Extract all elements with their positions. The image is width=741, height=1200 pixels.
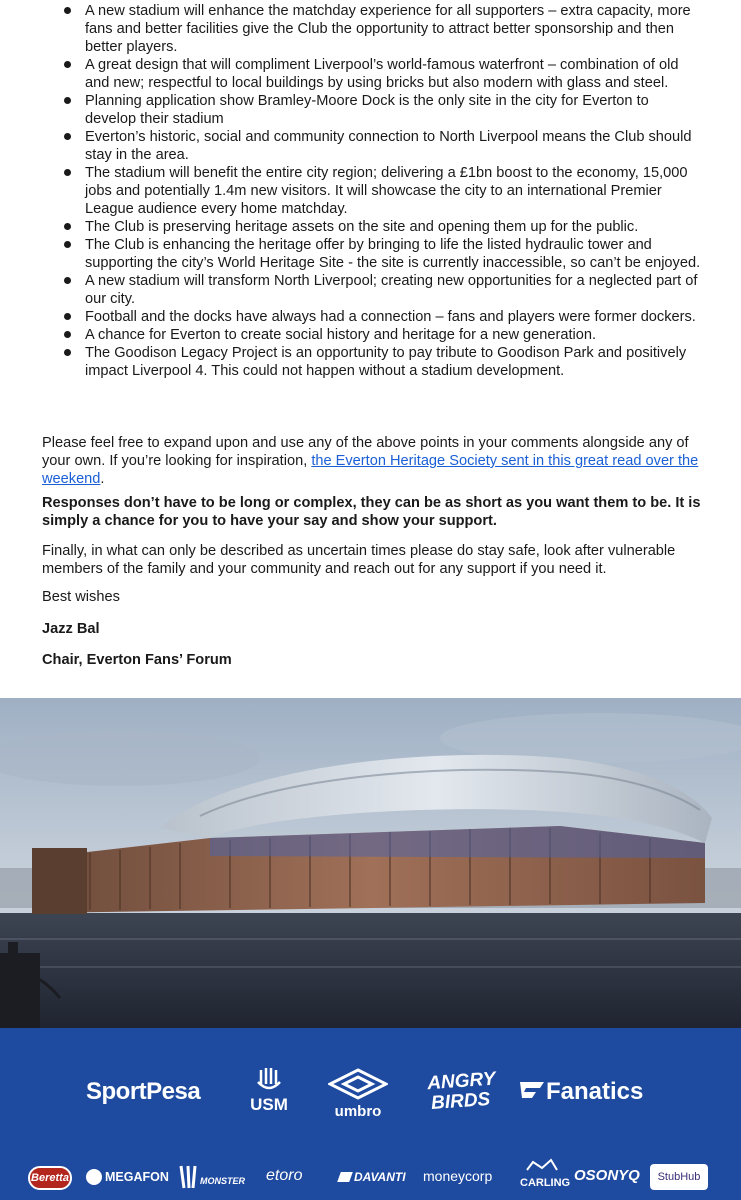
davanti-icon — [337, 1172, 353, 1182]
stubhub-logo: StubHub — [650, 1164, 708, 1190]
signer-name: Jazz Bal — [42, 621, 100, 637]
fanatics-text: Fanatics — [546, 1078, 644, 1105]
list-item: Everton’s historic, social and community connection to North Liverpool means the Club should stay in the area. — [62, 128, 702, 164]
sponsor-bar — [0, 1028, 741, 1200]
list-item: The stadium will benefit the entire city region; delivering a £1bn boost to the economy, 15,000 jobs and potentially 1.4m new visitors. It will showcase the city to an international Premier League audience every home matchday. — [62, 164, 702, 218]
usm-text: USM — [250, 1095, 288, 1114]
angry-birds-logo — [426, 1068, 497, 1115]
list-item: The Goodison Legacy Project is an opportunity to pay tribute to Goodison Park and positively impact Liverpool 4. This could not happen without a stadium development. — [62, 344, 702, 380]
etoro-logo: etoro — [266, 1167, 303, 1184]
responses-note: Responses don’t have to be long or complex, they can be as short as you want them to be. It is simply a chance for you to have your say and show your support. — [42, 495, 701, 529]
signer-title: Chair, Everton Fans’ Forum — [42, 652, 232, 668]
angry-birds-text-1: ANGRY — [426, 1068, 497, 1095]
list-item: A chance for Everton to create social history and heritage for a new generation. — [62, 326, 702, 344]
fanatics-flag-icon — [518, 1078, 546, 1102]
monster-text: MONSTER — [200, 1176, 245, 1186]
beretta-logo: Beretta — [28, 1166, 72, 1190]
list-item: A new stadium will transform North Liverpool; creating new opportunities for a neglected part of our city. — [62, 272, 702, 308]
davanti-text: DAVANTI — [354, 1170, 406, 1184]
support-points-list — [62, 0, 702, 380]
feel-free-text: Please feel free to expand upon and use any of the above points in your comments alongside any of your own. If you’re looking for inspiration, — [42, 435, 689, 469]
list-item: The Club is enhancing the heritage offer by bringing to life the listed hydraulic tower and supporting the city’s World Heritage Site - the site is currently inaccessible, so can’t be enjoyed. — [62, 236, 702, 272]
signoff: Best wishes — [42, 589, 120, 605]
list-item: A great design that will compliment Liverpool’s world-famous waterfront – combination of old and new; respectful to local buildings by using bricks but also modern with glass and steel. — [62, 56, 702, 92]
carling-crown-icon — [525, 1158, 559, 1172]
megafon-text: MEGAFON — [105, 1170, 169, 1184]
list-item: A new stadium will enhance the matchday experience for all supporters – extra capacity, more fans and better facilities give the Club the opportunity to attract better sponsorship and then better players. — [62, 2, 702, 56]
stadium-render-image — [0, 698, 741, 1028]
list-item: Football and the docks have always had a connection – fans and players were former dockers. — [62, 308, 702, 326]
usm-emblem-icon — [254, 1066, 284, 1092]
megafon-logo — [86, 1169, 169, 1185]
carling-logo — [520, 1158, 571, 1189]
usm-logo — [246, 1066, 292, 1113]
moneycorp-logo: moneycorp — [423, 1168, 493, 1184]
umbro-diamond-icon — [328, 1068, 388, 1100]
davanti-logo — [339, 1170, 406, 1184]
finally-paragraph: Finally, in what can only be described as uncertain times please do stay safe, look after vulnerable members of the family and your community and reach out for any support if you need it. — [42, 543, 676, 577]
umbro-logo — [325, 1068, 391, 1119]
feel-free-end: . — [100, 471, 105, 487]
list-item: Planning application show Bramley-Moore Dock is the only site in the city for Everton to develop their stadium — [62, 92, 702, 128]
angry-birds-text-2: BIRDS — [430, 1088, 491, 1115]
monster-claw-icon — [178, 1164, 200, 1190]
megafon-icon — [86, 1169, 102, 1185]
list-item: The Club is preserving heritage assets on the site and opening them up for the public. — [62, 218, 702, 236]
osonyq-logo: OSONYQ — [574, 1167, 640, 1184]
fanatics-logo — [518, 1078, 643, 1106]
umbro-text: umbro — [334, 1103, 382, 1120]
sportpesa-logo: SportPesa — [86, 1078, 201, 1105]
monster-logo — [178, 1164, 252, 1190]
heritage-society-link[interactable]: the Everton Heritage Society sent in this great read over the weekend — [42, 453, 699, 487]
feel-free-paragraph — [42, 434, 702, 488]
carling-text: CARLING — [520, 1177, 571, 1189]
